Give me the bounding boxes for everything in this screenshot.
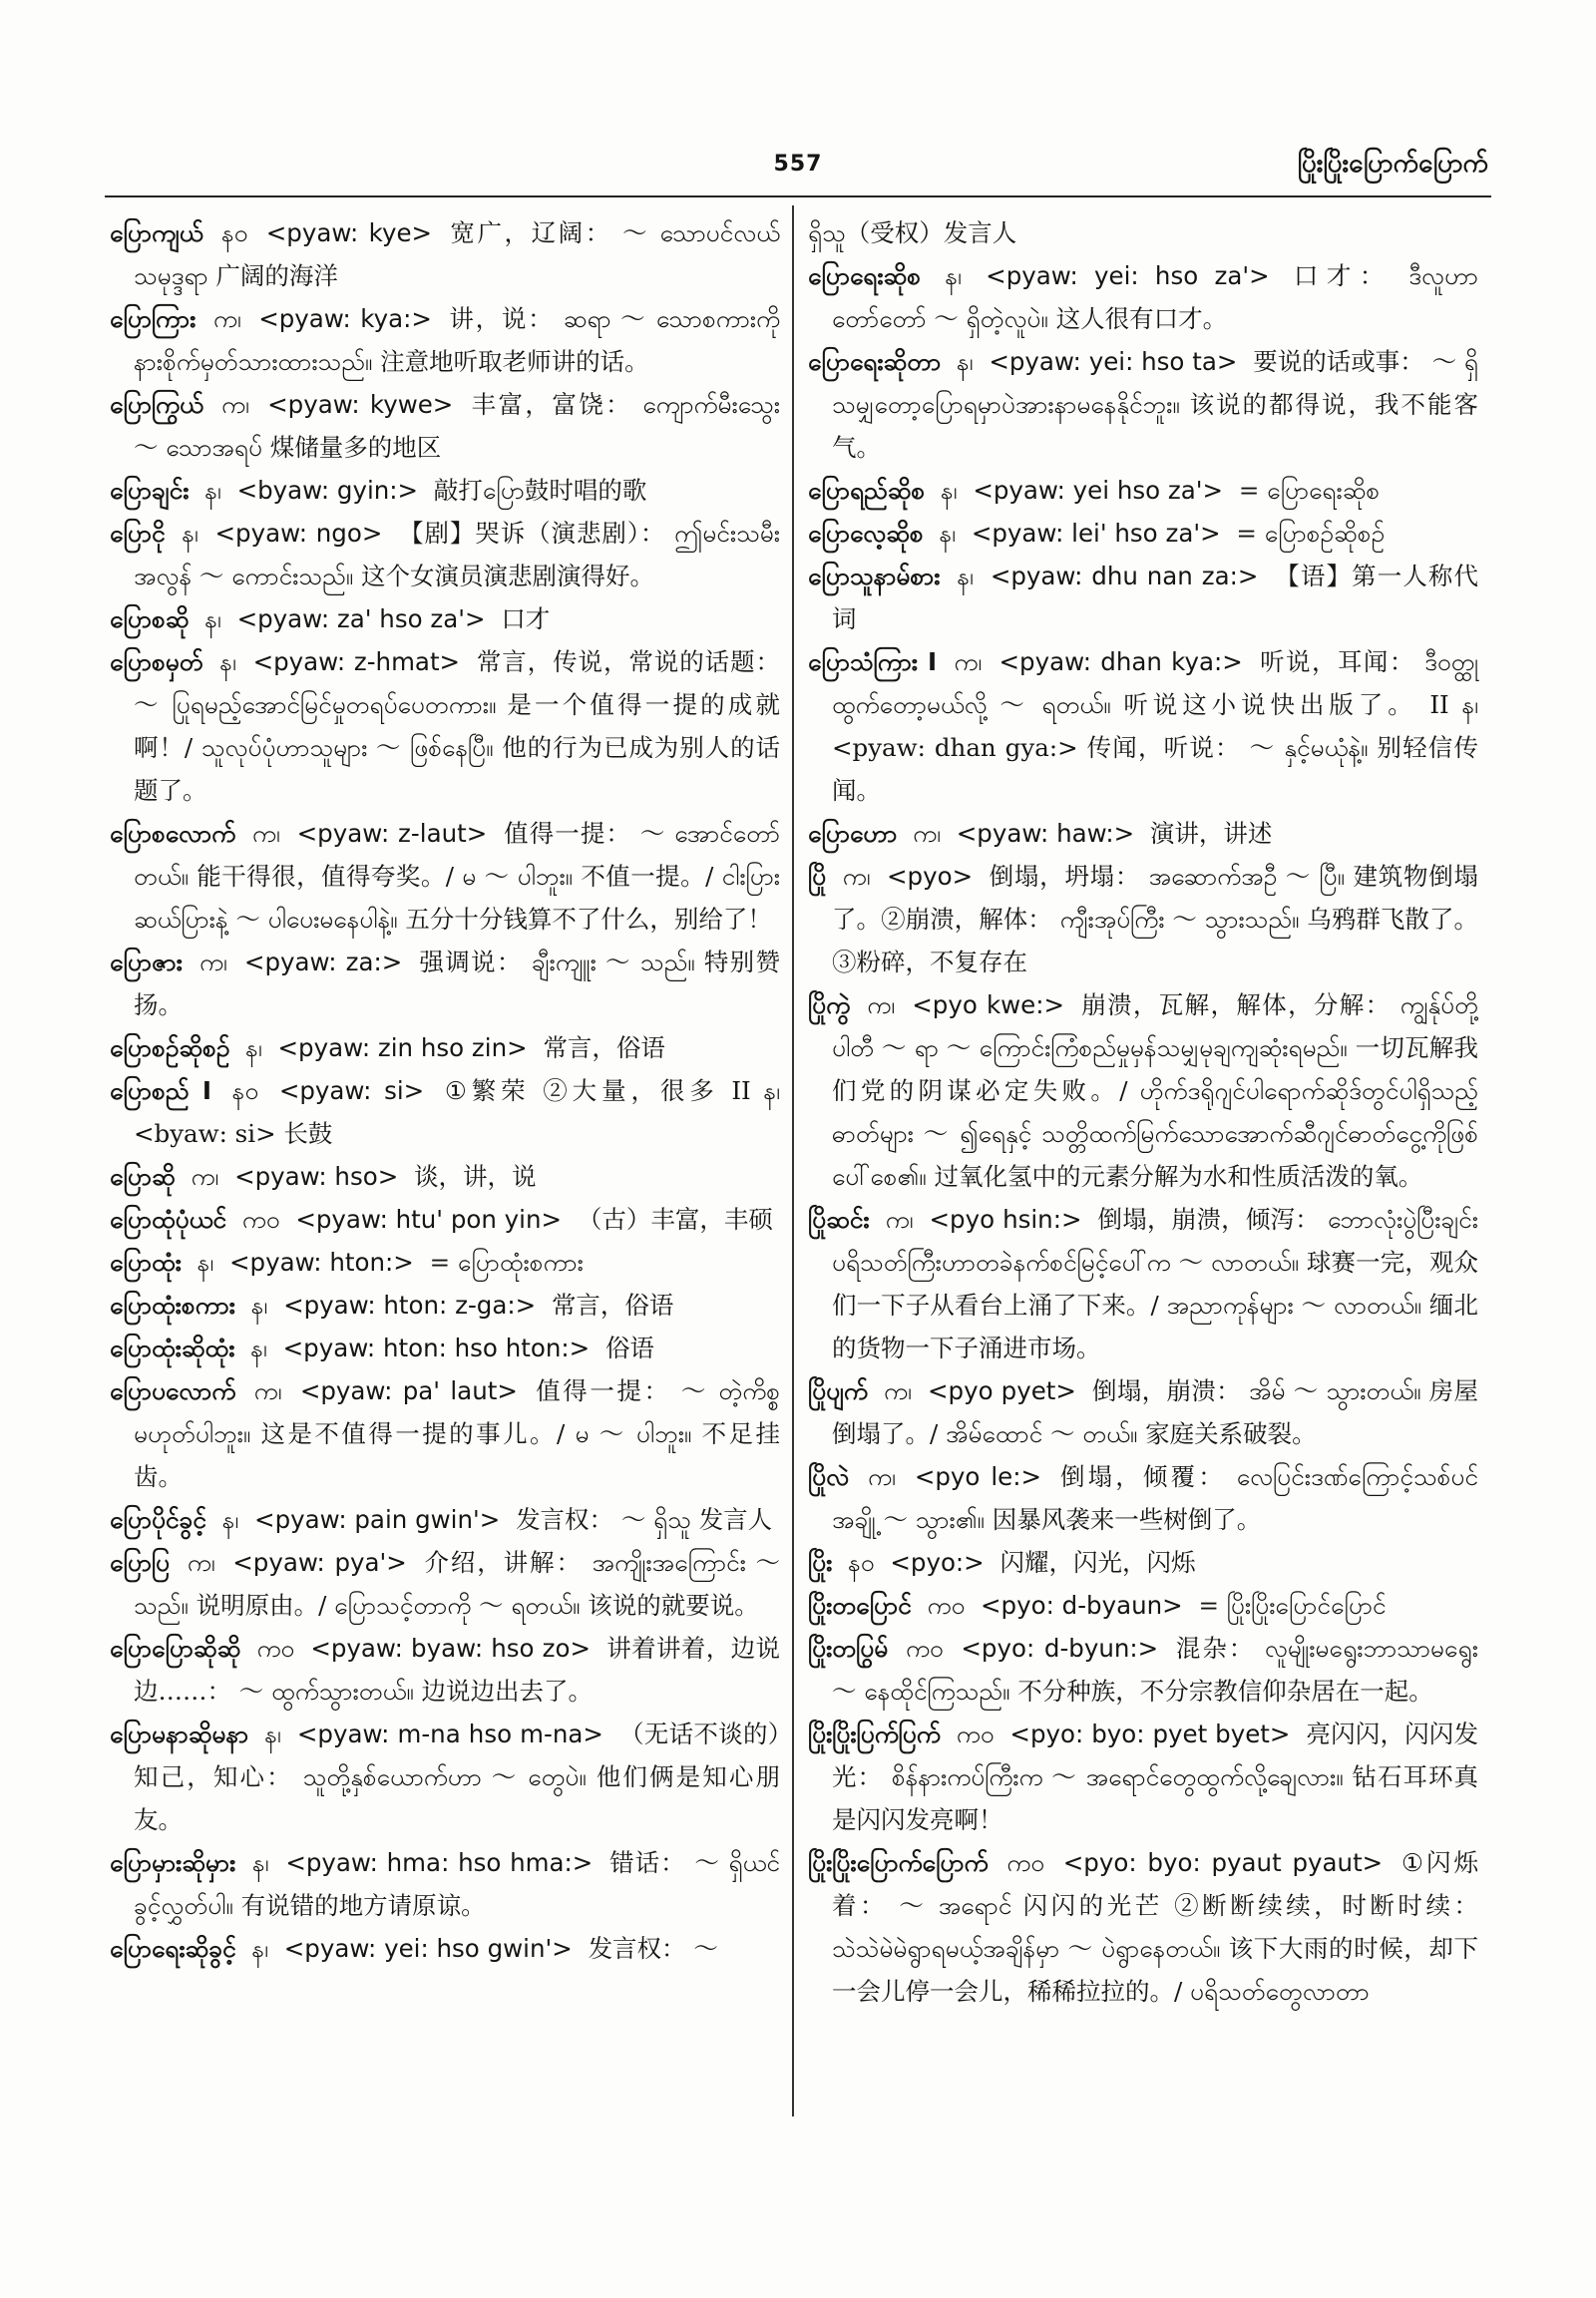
pronunciation: <pyaw: yei hso za'>	[973, 476, 1224, 505]
definition: ရှိသူ（受权）发言人	[808, 218, 1017, 247]
headword: ပြောစမှတ်	[110, 647, 203, 676]
pronunciation: <pyo kwe:>	[912, 990, 1065, 1019]
dictionary-entry	[808, 1455, 1478, 1541]
definition: 混杂： လူမျိုးမရွေးဘာသာမရွေး ～ နေထိုင်ကြသည်။ 不分种族，不分宗教信仰杂居在一起。	[832, 1634, 1478, 1706]
dictionary-entry	[808, 211, 1478, 254]
dictionary-entry	[110, 512, 780, 597]
headword: ပြောပိုင်ခွင့်	[110, 1505, 206, 1534]
pronunciation: <pyaw: yei: hso za'>	[986, 261, 1270, 290]
pronunciation: <pyo: d-byun:>	[961, 1634, 1159, 1663]
part-of-speech: နဝ	[848, 1548, 875, 1577]
headword: ပြောထုံပုံယင်	[110, 1205, 226, 1234]
part-of-speech: က၊	[191, 1162, 219, 1191]
definition: 倒塌，倾覆： လေပြင်းဒဏ်ကြောင့်သစ်ပင်အချို့ ～ သွား၏။ 因暴风袭来一些树倒了。	[832, 1462, 1478, 1534]
part-of-speech: ကဝ	[256, 1634, 295, 1663]
pronunciation: <pyaw: yei: hso ta>	[989, 347, 1238, 376]
headword: ပြောစဆို	[110, 604, 190, 633]
headword: ပြောစလောက်	[110, 819, 236, 848]
definition: 俗语	[604, 1334, 654, 1362]
pronunciation: <pyo: byo: pyaut pyaut>	[1062, 1848, 1384, 1877]
dictionary-entry	[110, 1069, 780, 1155]
headword: ပြောရေးဆိုခွင့်	[110, 1934, 236, 1963]
pronunciation: <pyaw: byaw: hso zo>	[310, 1634, 592, 1663]
definition: 发言权： ～ ရှိသူ 发言人	[516, 1505, 773, 1534]
pronunciation: <pyaw: lei' hso za'>	[971, 519, 1221, 548]
definition: （无话不谈的）知己，知心： သူတို့နှစ်ယောက်ဟာ ～ တွေပဲ။ 他们俩是知心朋友。	[134, 1720, 780, 1834]
dictionary-entry	[808, 469, 1478, 512]
pronunciation: <pyaw: kye>	[265, 218, 433, 247]
definition: 闪耀，闪光，闪烁	[999, 1548, 1196, 1577]
definition: 倒塌，崩溃： အိမ် ～ သွားတယ်။ 房屋倒塌了。/ အိမ်ထောင် ～ တယ်။ 家庭关系破裂。	[832, 1376, 1478, 1448]
part-of-speech: ကဝ	[1006, 1848, 1044, 1877]
definition: 错话： ～ ရှိယင်ခွင့်လွှတ်ပါ။ 有说错的地方请原谅。	[134, 1848, 781, 1920]
definition: 讲，说： ဆရာ ～ သောစကားကိုနားစိုက်မှတ်သားထားသည်။ 注意地听取老师讲的话。	[134, 304, 780, 376]
right-column	[808, 211, 1478, 2013]
dictionary-entry	[808, 340, 1478, 469]
headword: ပြောထုံးစကား	[110, 1291, 235, 1320]
pronunciation: <pyaw: zin hso zin>	[277, 1033, 528, 1062]
pronunciation: <pyaw: z-laut>	[296, 819, 488, 848]
headword: ပြိုဆင်း	[808, 1205, 870, 1234]
definition: = ပြောစဉ်ဆိုစဉ်	[1236, 519, 1386, 548]
dictionary-entry	[110, 1927, 780, 1970]
headword: ပြောမနာဆိုမနာ	[110, 1720, 249, 1748]
dictionary-entry	[110, 1498, 780, 1541]
headword: ပြောစည် I	[110, 1076, 211, 1105]
part-of-speech: န၊	[204, 604, 221, 633]
part-of-speech: က၊	[868, 1462, 896, 1491]
definition: 谈，讲，说	[414, 1162, 537, 1191]
pronunciation: <pyaw: hton: z-ga:>	[283, 1291, 537, 1320]
headword: ပြောဇား	[110, 948, 183, 976]
dictionary-entry	[808, 640, 1478, 812]
part-of-speech: နဝ	[231, 1076, 259, 1105]
headword: ပြောမှားဆိုမှား	[110, 1848, 236, 1877]
part-of-speech: က၊	[212, 304, 241, 333]
pronunciation: <pyaw: haw:>	[956, 819, 1135, 848]
dictionary-entry	[110, 597, 780, 640]
headword: ပြိုးပြိုးပြက်ပြက်	[808, 1720, 941, 1748]
part-of-speech: ကဝ	[241, 1205, 280, 1234]
part-of-speech: က၊	[251, 819, 280, 848]
dictionary-entry	[808, 855, 1478, 983]
headword: ပြို	[808, 862, 827, 891]
pronunciation: <pyaw: pa' laut>	[299, 1376, 518, 1405]
pronunciation: <byaw: gyin:>	[236, 476, 419, 505]
pronunciation: <pyaw: hton:>	[229, 1248, 414, 1277]
dictionary-entry	[110, 1541, 780, 1627]
pronunciation: <pyaw: dhan kya:>	[998, 647, 1243, 676]
definition: 介绍，讲解： အကျိုးအကြောင်း ～ သည်။ 说明原由。/ ပြောသင့်တာကို ～ ရတယ်။ 该说的就要说。	[134, 1548, 781, 1620]
part-of-speech: န၊	[245, 1033, 262, 1062]
definition: 演讲，讲述	[1149, 819, 1273, 848]
definition: 亮闪闪，闪闪发光： စိန်နားကပ်ကြီးက ～ အရောင်တွေထွက်လို့ချေလား။ 钻石耳环真是闪闪发亮啊！	[832, 1720, 1478, 1834]
part-of-speech: န၊	[219, 647, 236, 676]
dictionary-entry	[110, 1841, 780, 1927]
part-of-speech: န၊	[945, 261, 962, 290]
dictionary-entry	[110, 1713, 780, 1841]
dictionary-entry	[110, 1241, 780, 1284]
part-of-speech: န၊	[252, 1848, 269, 1877]
pronunciation: <pyaw: m-na hso m-na>	[296, 1720, 603, 1748]
headword: ပြောပလောက်	[110, 1376, 236, 1405]
page-number: 557	[773, 152, 823, 177]
part-of-speech: က၊	[253, 1376, 282, 1405]
definition: 发言权： ～	[588, 1934, 718, 1963]
pronunciation: <pyaw: ngo>	[214, 519, 383, 548]
pronunciation: <pyaw: za:>	[243, 948, 403, 976]
pronunciation: <pyo: d-byaun>	[981, 1591, 1183, 1620]
part-of-speech: န၊	[250, 1291, 268, 1320]
headword: ပြိုးတပြွမ်	[808, 1634, 889, 1663]
headword: ပြောထုံး	[110, 1248, 182, 1277]
headword: ပြောရေးဆိုစ	[808, 261, 922, 290]
pronunciation: <pyaw: kywe>	[267, 390, 454, 419]
dictionary-entry	[110, 1369, 780, 1498]
headword: ပြောဟော	[808, 819, 898, 848]
part-of-speech: န၊	[957, 562, 974, 590]
part-of-speech: က၊	[199, 948, 227, 976]
part-of-speech: နဝ	[220, 218, 248, 247]
dictionary-entry	[808, 1198, 1478, 1369]
definition: 常言，俗语	[543, 1033, 665, 1062]
definition: 常言，俗语	[551, 1291, 674, 1320]
dictionary-entry	[808, 983, 1478, 1198]
part-of-speech: က၊	[187, 1548, 215, 1577]
definition: 值得一提： ～ တဲ့ကိစ္စမဟုတ်ပါဘူး။ 这是不值得一提的事儿。/ မ ～ ပါဘူး။ 不足挂齿。	[134, 1376, 780, 1491]
dictionary-entry	[808, 1584, 1478, 1627]
part-of-speech: န၊	[204, 476, 221, 505]
column-divider	[792, 205, 794, 2116]
part-of-speech: န၊	[264, 1720, 281, 1748]
headword: ပြောဆို	[110, 1162, 176, 1191]
dictionary-entry	[808, 254, 1478, 340]
definition: = ပြိုးပြိုးပြောင်ပြောင်	[1198, 1591, 1387, 1620]
dictionary-entry	[110, 1026, 780, 1069]
part-of-speech: န၊	[250, 1334, 267, 1362]
definition: 听说，耳闻： ဒီဝတ္ထုထွက်တော့မယ်လို့ ～ ရတယ်။ 听说这小说快出版了。 II န၊ <pyaw: dhan gya:> 传闻，听说： ～ နှင့်မယုံနဲ့။ 别轻信传闻。	[832, 647, 1479, 805]
definition: 崩溃，瓦解，解体，分解： ကျွန်ုပ်တို့ပါတီ ～ ရာ ～ ကြောင်းကြံစည်မှုမှန်သမျှမုချကျဆုံးရမည်။ 一切瓦解我们党的阴谋必定失败。/ ဟိုက်ဒရိုဂျင်ပါရောက်ဆိုဒ်တွင်ပါရှိသည့်ဓာတ်များ ～ ၍ရေနှင့် သတ္တိထက်မြက်သောအောက်ဆီဂျင်ဓာတ်ငွေ့ကိုဖြစ်ပေါ်စေ၏။ 过氧化氢中的元素分解为水和性质活泼的氧。	[832, 990, 1478, 1191]
headword: ပြောကြား	[110, 304, 197, 333]
definition: 【剧】哭诉（演悲剧）： ဤမင်းသမီးအလွန် ～ ကောင်းသည်။ 这个女演员演悲剧演得好。	[134, 519, 780, 590]
pronunciation: <pyo pyet>	[928, 1376, 1076, 1405]
pronunciation: <pyo le:>	[914, 1462, 1041, 1491]
pronunciation: <pyaw: pain gwin'>	[254, 1505, 501, 1534]
definition: 丰富，富饶： ကျောက်မီးသွေး ～ သောအရပ် 煤储量多的地区	[134, 390, 780, 462]
headword: ပြောပြောဆိုဆို	[110, 1634, 241, 1663]
pronunciation: <pyaw: hton: hso hton:>	[282, 1334, 591, 1362]
headword: ပြောသူနာမ်စား	[808, 562, 941, 590]
pronunciation: <pyaw: htu' pon yin>	[295, 1205, 563, 1234]
headword: ပြောချင်း	[110, 476, 190, 505]
headword: ပြိုးတပြောင်	[808, 1591, 912, 1620]
definition: 倒塌，坍塌： အဆောက်အဦ ～ ပြီ။ 建筑物倒塌了。②崩溃，解体： ကျီးအုပ်ကြီး ～ သွားသည်။ 乌鸦群飞散了。③粉碎，不复存在	[832, 862, 1478, 976]
headword: ပြိုပျက်	[808, 1376, 868, 1405]
headword: ပြောပြ	[110, 1548, 171, 1577]
left-column	[110, 211, 780, 1970]
dictionary-entry	[110, 640, 780, 812]
definition: 口才	[501, 604, 551, 633]
headword: ပြောကျယ်	[110, 218, 203, 247]
pronunciation: <pyaw: dhu nan za:>	[990, 562, 1259, 590]
dictionary-entry	[110, 1155, 780, 1198]
part-of-speech: က၊	[884, 1376, 912, 1405]
headword: ပြောရေးဆိုတာ	[808, 347, 942, 376]
dictionary-entry	[808, 812, 1478, 855]
part-of-speech: န၊	[939, 519, 957, 548]
definition: 宽广，辽阔： ～ သောပင်လယ်သမုဒ္ဒရာ 广阔的海洋	[134, 218, 780, 290]
definition: 常言，传说，常说的话题： ～ ပြုရမည့်အောင်မြင်မှုတရပ်ပေတကား။ 是一个值得一提的成就啊！/ သူလုပ်ပုံဟာသူများ ～ ဖြစ်နေပြီ။ 他的行为已成为别人的话题了。	[134, 647, 780, 805]
dictionary-entry	[808, 1369, 1478, 1455]
dictionary-entry	[110, 211, 780, 297]
headword: ပြိုကွဲ	[808, 990, 851, 1019]
headword: ပြောငို	[110, 519, 166, 548]
pronunciation: <pyo>	[887, 862, 974, 891]
pronunciation: <pyo: byo: pyet byet>	[1009, 1720, 1291, 1748]
definition: ①闪烁着： ～ အရောင် 闪闪的光芒 ②断断续续，时断时续： သဲသဲမဲမဲရွာရမယ့်အချိန်မှာ ～ ပဲရွာနေတယ်။ 该下大雨的时候，却下一会儿停一会儿，稀稀拉拉的。/ ပရိသတ်တွေလာတာ	[832, 1848, 1478, 2006]
definition: （古）丰富，丰硕	[577, 1205, 773, 1234]
headword: ပြောလေ့ဆိုစ	[808, 519, 924, 548]
definition: = ပြောထုံးစကား	[429, 1248, 584, 1277]
definition: 口才： ဒီလူဟာတော်တော် ～ ရှိတဲ့လူပဲ။ 这人很有口才。	[832, 261, 1478, 333]
definition: ①繁荣 ②大量，很多 II န၊ <byaw: si> 长鼓	[134, 1076, 780, 1148]
definition: 倒塌，崩溃，倾泻： ဘောလုံးပွဲပြီးချင်းပရိသတ်ကြီးဟာတခဲနက်စင်မြင့်ပေါ်က ～ လာတယ်။ 球赛一完，观众们一下子从看台上涌了下来。/ အညာကုန်များ ～ လာတယ်။ 缅北的货物一下子涌进市场。	[832, 1205, 1478, 1362]
definition: = ပြောရေးဆိုစ	[1238, 476, 1381, 505]
headword: ပြိုလဲ	[808, 1462, 850, 1491]
dictionary-entry	[110, 941, 780, 1026]
pronunciation: <pyo:>	[890, 1548, 985, 1577]
headword: ပြောကြွယ်	[110, 390, 203, 419]
part-of-speech: က၊	[954, 647, 983, 676]
part-of-speech: န၊	[251, 1934, 268, 1963]
dictionary-entry	[110, 1284, 780, 1327]
dictionary-entry	[110, 1327, 780, 1369]
headword: ပြောထုံးဆိုထုံး	[110, 1334, 235, 1362]
part-of-speech: န၊	[940, 476, 958, 505]
headword: ပြိုး	[808, 1548, 833, 1577]
part-of-speech: န၊	[197, 1248, 214, 1277]
dictionary-entry	[110, 812, 780, 941]
part-of-speech: န၊	[182, 519, 199, 548]
part-of-speech: ကဝ	[905, 1634, 944, 1663]
dictionary-entry	[110, 383, 780, 469]
headword: ပြိုးပြိုးပြောက်ပြောက်	[808, 1848, 989, 1877]
headword: ပြောစဉ်ဆိုစဉ်	[110, 1033, 230, 1062]
pronunciation: <pyo hsin:>	[929, 1205, 1082, 1234]
pronunciation: <pyaw: hma: hso hma:>	[285, 1848, 594, 1877]
part-of-speech: ကဝ	[927, 1591, 966, 1620]
pronunciation: <pyaw: kya:>	[258, 304, 432, 333]
pronunciation: <pyaw: hso>	[234, 1162, 399, 1191]
pronunciation: <pyaw: pya'>	[232, 1548, 407, 1577]
dictionary-entry	[110, 469, 780, 512]
part-of-speech: က၊	[867, 990, 896, 1019]
dictionary-entry	[808, 555, 1478, 640]
pronunciation: <pyaw: si>	[278, 1076, 425, 1105]
dictionary-entry	[110, 297, 780, 383]
part-of-speech: က၊	[842, 862, 871, 891]
definition: 敲打ပြော鼓时唱的歌	[433, 476, 647, 505]
dictionary-entry	[808, 1713, 1478, 1841]
definition: 【语】第一人称代词	[832, 562, 1479, 633]
definition: 要说的话或事： ～ ရှိသမျှတော့ပြောရမှာပဲအားနာမနေနိုင်ဘူး။ 该说的都得说，我不能客气。	[832, 347, 1478, 462]
dictionary-entry	[110, 1627, 780, 1713]
headword: ပြောရည်ဆိုစ	[808, 476, 926, 505]
part-of-speech: က၊	[221, 390, 249, 419]
dictionary-entry	[110, 1198, 780, 1241]
dictionary-entry	[808, 1627, 1478, 1713]
dictionary-entry	[808, 512, 1478, 555]
pronunciation: <pyaw: za' hso za'>	[236, 604, 486, 633]
running-head: ပြိုးပြိုးပြောက်ပြောက်	[1297, 149, 1488, 179]
part-of-speech: န၊	[221, 1505, 239, 1534]
part-of-speech: က၊	[913, 819, 941, 848]
pronunciation: <pyaw: z-hmat>	[252, 647, 461, 676]
header-rule	[105, 195, 1491, 197]
headword: ပြောသံကြား I	[808, 647, 938, 676]
dictionary-entry	[808, 1541, 1478, 1584]
part-of-speech: က၊	[885, 1205, 914, 1234]
definition: 值得一提： ～ အောင်တော်တယ်။ 能干得很，值得夸奖。/ မ ～ ပါဘူး။ 不值一提。/ ငါးပြားဆယ်ပြားနဲ့ ～ ပါပေးမနေပါနဲ့။ 五分十分钱算不了什么，别给了！	[134, 819, 781, 934]
definition: 讲着讲着，边说边……： ～ ထွက်သွားတယ်။ 边说边出去了。	[134, 1634, 780, 1706]
part-of-speech: ကဝ	[956, 1720, 995, 1748]
pronunciation: <pyaw: yei: hso gwin'>	[283, 1934, 573, 1963]
part-of-speech: န၊	[956, 347, 974, 376]
dictionary-entry	[808, 1841, 1478, 2013]
definition: 强调说： ချီးကျူး ～ သည်။ 特别赞扬。	[134, 948, 780, 1019]
